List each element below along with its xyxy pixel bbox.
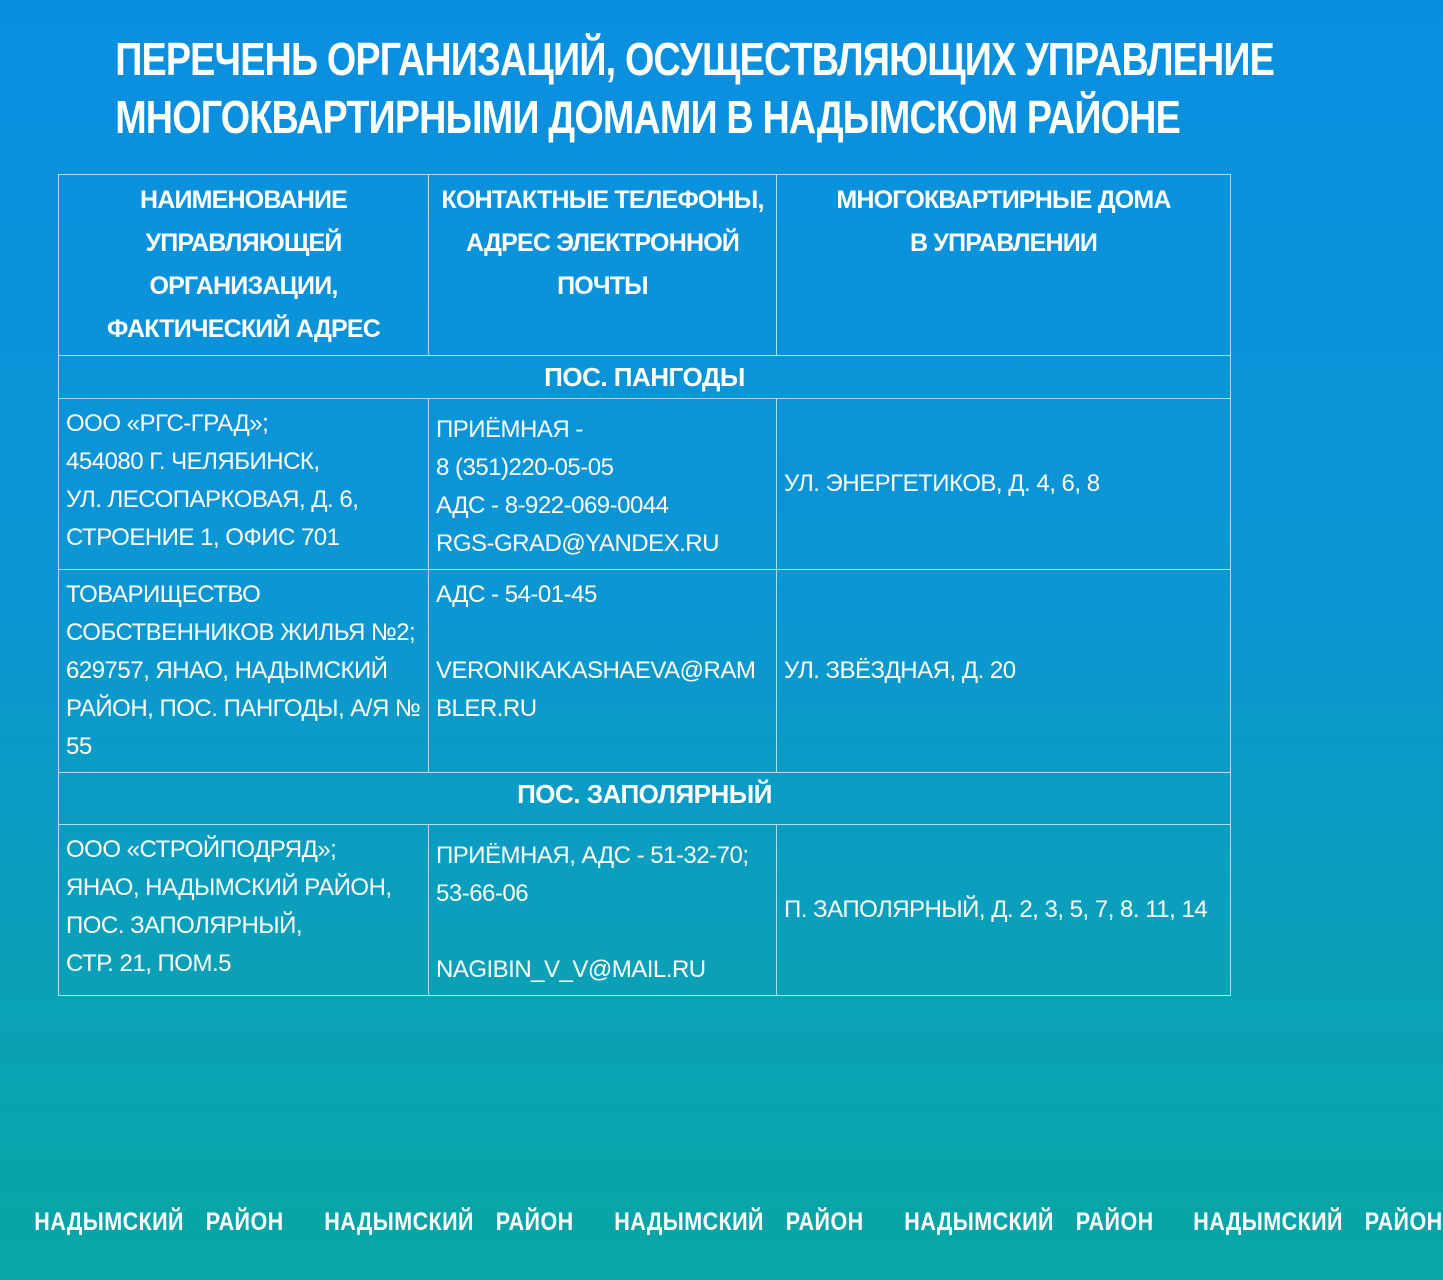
- houses-cell: [777, 570, 1231, 773]
- contacts-cell: [429, 825, 777, 996]
- header-cell-organization: [59, 175, 429, 356]
- section-row-zapolyarny: [59, 773, 1231, 825]
- page-title: [115, 30, 1275, 146]
- org-cell: [59, 399, 429, 570]
- page-title-line-1: ПЕРЕЧЕНЬ ОРГАНИЗАЦИЙ, ОСУЩЕСТВЛЯЮЩИХ УПРАВЛЕНИЕ: [115, 33, 1275, 85]
- org-houses: П. ЗАПОЛЯРНЫЙ, Д. 2, 3, 5, 7, 8. 11, 14: [784, 896, 1208, 923]
- footer-banner: [0, 1208, 1443, 1248]
- org-name-address: ООО «СТРОЙПОДРЯД»; ЯНАО, НАДЫМСКИЙ РАЙОН, ПОС. ЗАПОЛЯРНЫЙ, СТР. 21, ПОМ.5: [66, 836, 392, 977]
- organizations-table: [58, 174, 1231, 996]
- table-row: [59, 825, 1231, 996]
- table-row: [59, 570, 1231, 773]
- org-cell: [59, 570, 429, 773]
- section-cell: [59, 356, 1231, 399]
- contacts-cell: [429, 399, 777, 570]
- section-title-zapolyarny: ПОС. ЗАПОЛЯРНЫЙ: [517, 779, 772, 809]
- houses-cell: [777, 825, 1231, 996]
- page-title-line-2: МНОГОКВАРТИРНЫМИ ДОМАМИ В НАДЫМСКОМ РАЙОНЕ: [115, 91, 1180, 143]
- footer-label: НАДЫМСКИЙ РАЙОН: [1193, 1208, 1443, 1236]
- section-cell: [59, 773, 1231, 825]
- section-title-pangody: ПОС. ПАНГОДЫ: [544, 362, 745, 392]
- footer-label: НАДЫМСКИЙ РАЙОН: [613, 1208, 864, 1236]
- table-row: [59, 399, 1231, 570]
- org-contacts: АДС - 54-01-45 VERONIKAKASHAEVA@RAMBLER.RU: [436, 581, 756, 722]
- section-row-pangody: [59, 356, 1231, 399]
- table-header-row: [59, 175, 1231, 356]
- header-organization: НАИМЕНОВАНИЕ УПРАВЛЯЮЩЕЙ ОРГАНИЗАЦИИ, ФАКТИЧЕСКИЙ АДРЕС: [107, 186, 380, 343]
- org-houses: УЛ. ЗВЁЗДНАЯ, Д. 20: [784, 657, 1016, 684]
- header-contacts: КОНТАКТНЫЕ ТЕЛЕФОНЫ, АДРЕС ЭЛЕКТРОННОЙ ПОЧТЫ: [441, 186, 764, 300]
- header-cell-houses: [777, 175, 1231, 356]
- contacts-cell: [429, 570, 777, 773]
- houses-cell: [777, 399, 1231, 570]
- org-contacts: ПРИЁМНАЯ - 8 (351)220-05-05 АДС - 8-922-069-0044 RGS-GRAD@YANDEX.RU: [436, 416, 719, 557]
- org-cell: [59, 825, 429, 996]
- org-name-address: ТОВАРИЩЕСТВО СОБСТВЕННИКОВ ЖИЛЬЯ №2; 629757, ЯНАО, НАДЫМСКИЙ РАЙОН, ПОС. ПАНГОДЫ, А/Я № 55: [66, 581, 421, 760]
- header-houses: МНОГОКВАРТИРНЫЕ ДОМА В УПРАВЛЕНИИ: [836, 186, 1171, 257]
- footer-label: НАДЫМСКИЙ РАЙОН: [903, 1208, 1154, 1236]
- org-name-address: ООО «РГС-ГРАД»; 454080 Г. ЧЕЛЯБИНСК, УЛ. ЛЕСОПАРКОВАЯ, Д. 6, СТРОЕНИЕ 1, ОФИС 701: [66, 410, 359, 551]
- org-houses: УЛ. ЭНЕРГЕТИКОВ, Д. 4, 6, 8: [784, 470, 1100, 497]
- header-cell-contacts: [429, 175, 777, 356]
- footer-label: НАДЫМСКИЙ РАЙОН: [324, 1208, 574, 1236]
- org-contacts: ПРИЁМНАЯ, АДС - 51-32-70; 53-66-06 NAGIBIN_V_V@MAIL.RU: [436, 842, 749, 983]
- footer-label: НАДЫМСКИЙ РАЙОН: [34, 1208, 284, 1236]
